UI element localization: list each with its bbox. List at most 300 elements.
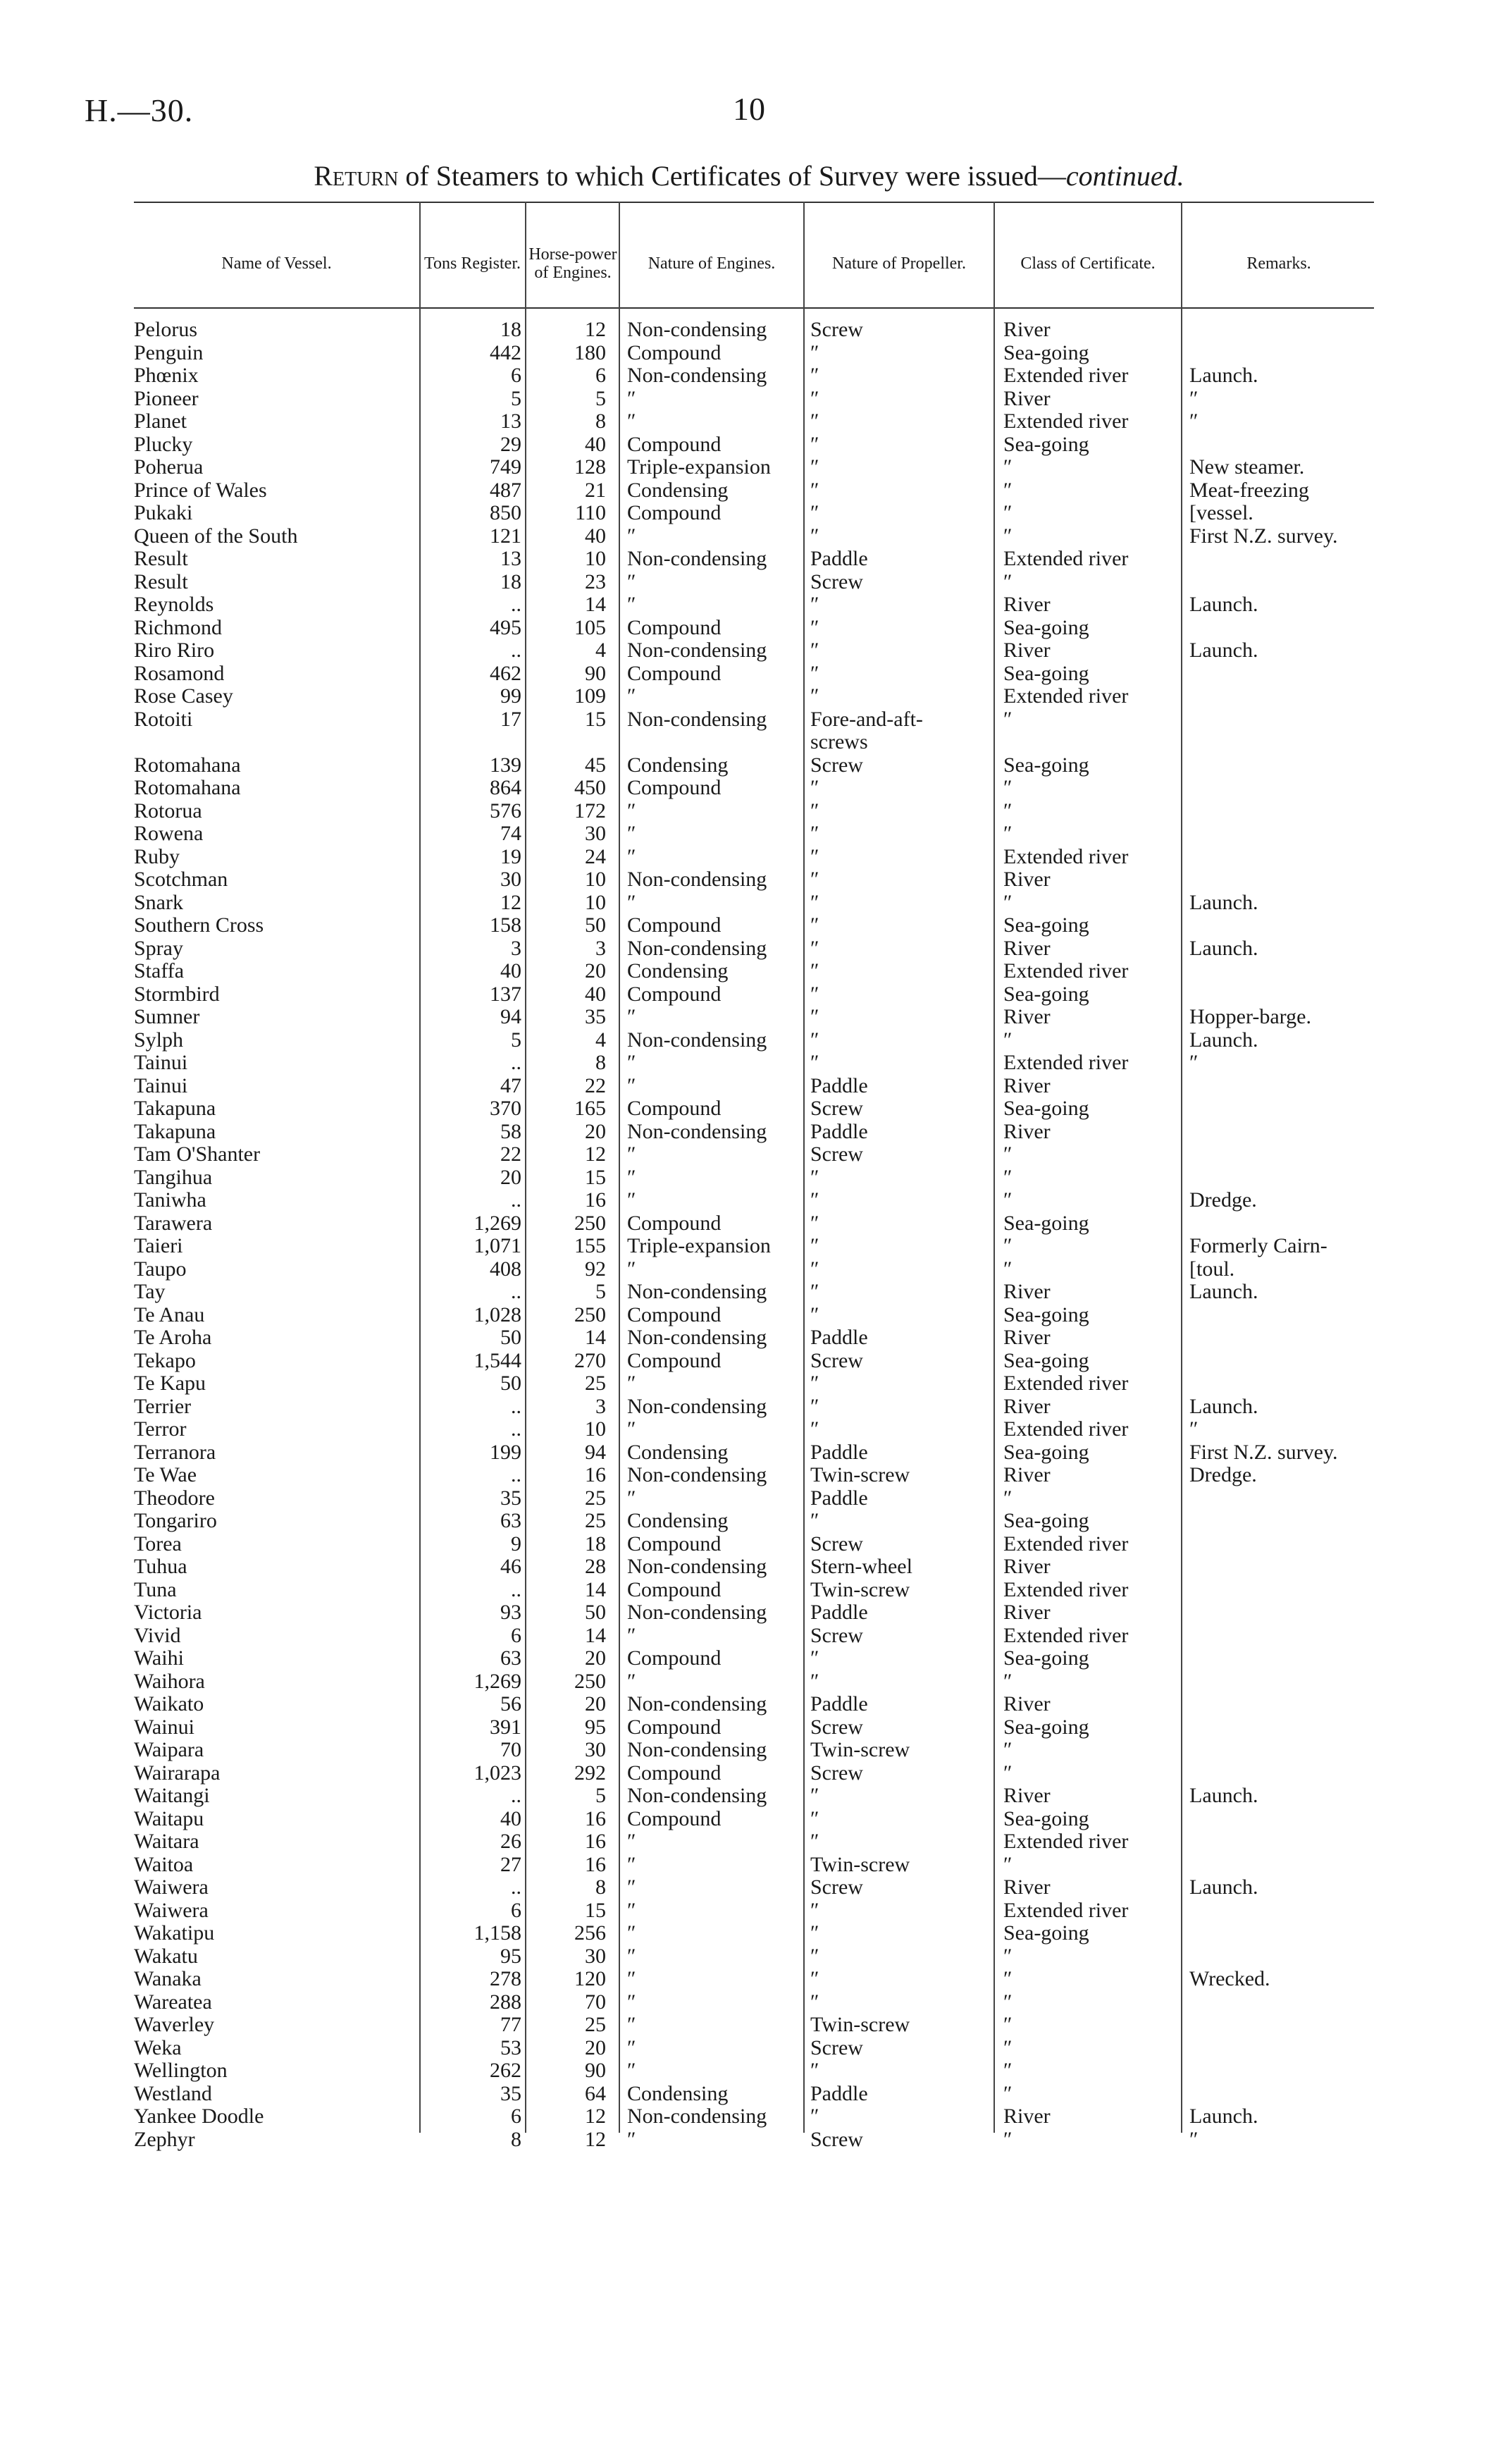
vessel-name: Waitangi xyxy=(134,1784,210,1807)
propeller-type: ″ xyxy=(810,1784,819,1807)
horse-power: 92 xyxy=(585,1257,606,1281)
propeller-type: ″ xyxy=(810,340,819,364)
table-row xyxy=(134,1876,1374,1899)
table-row xyxy=(134,342,1374,365)
horse-power: 5 xyxy=(595,1280,606,1303)
engine-type: Non-condensing xyxy=(627,364,767,387)
table-row xyxy=(134,1396,1374,1419)
certificate-class: ″ xyxy=(1003,822,1013,845)
table-row xyxy=(134,1143,1374,1166)
engine-type: Non-condensing xyxy=(627,868,767,891)
remarks: Launch. xyxy=(1189,1394,1258,1418)
engine-type: ″ xyxy=(627,2127,636,2151)
table-row xyxy=(134,800,1374,823)
header-propeller: Nature of Propeller. xyxy=(832,254,966,273)
engine-type: Non-condensing xyxy=(627,1784,767,1807)
tons-register: 8 xyxy=(511,2127,521,2151)
certificate-class: ″ xyxy=(1003,1852,1013,1876)
vessel-name: Prince of Wales xyxy=(134,478,267,502)
tons-register: 6 xyxy=(511,364,521,387)
table-row xyxy=(134,2105,1374,2129)
engine-type: Compound xyxy=(627,1348,722,1372)
propeller-type: ″ xyxy=(810,2059,819,2082)
engine-type: Non-condensing xyxy=(627,1119,767,1143)
propeller-type: Screw xyxy=(810,318,863,341)
remarks: ″ xyxy=(1189,409,1199,433)
engine-type: ″ xyxy=(627,524,636,548)
tons-register: 850 xyxy=(490,501,521,524)
horse-power: 14 xyxy=(585,593,606,616)
vessel-name: Rotorua xyxy=(134,799,202,823)
engine-type: Triple-expansion xyxy=(627,455,771,479)
table-row xyxy=(134,1739,1374,1762)
engine-type: ″ xyxy=(627,1073,636,1097)
vessel-name: Southern Cross xyxy=(134,913,264,937)
certificate-class: River xyxy=(1003,1784,1051,1807)
vessel-name: Zephyr xyxy=(134,2127,195,2151)
tons-register: 1,028 xyxy=(473,1302,521,1326)
propeller-type: ″ xyxy=(810,409,819,433)
vessel-name: Staffa xyxy=(134,959,185,982)
horse-power: 25 xyxy=(585,1372,606,1395)
horse-power: 4 xyxy=(595,1028,606,1052)
propeller-type: Paddle xyxy=(810,2081,868,2105)
tons-register: 30 xyxy=(500,868,521,891)
engine-type: Triple-expansion xyxy=(627,1234,771,1257)
propeller-type: ″ xyxy=(810,1898,819,1922)
propeller-type: Paddle xyxy=(810,1073,868,1097)
engine-type: ″ xyxy=(627,684,636,708)
table-row xyxy=(134,525,1374,548)
propeller-type: ″ xyxy=(810,1921,819,1945)
table-row xyxy=(134,1304,1374,1327)
propeller-type: ″ xyxy=(810,1005,819,1028)
certificate-class: River xyxy=(1003,1875,1051,1899)
certificate-class: River xyxy=(1003,1280,1051,1303)
tons-register: .. xyxy=(511,1051,521,1074)
vessel-name: Torea xyxy=(134,1532,182,1556)
engine-type: Compound xyxy=(627,615,722,639)
tons-register: 121 xyxy=(490,524,521,548)
certificate-class: Sea-going xyxy=(1003,615,1089,639)
vessel-name: Tongariro xyxy=(134,1509,217,1532)
certificate-class: River xyxy=(1003,1394,1051,1418)
vessel-name: Te Anau xyxy=(134,1302,205,1326)
remarks: Wrecked. xyxy=(1189,1967,1270,1990)
propeller-type: ″ xyxy=(810,1280,819,1303)
propeller-type: ″ xyxy=(810,1211,819,1235)
propeller-type: ″ xyxy=(810,1394,819,1418)
certificate-class: Extended river xyxy=(1003,1532,1129,1556)
propeller-type: ″ xyxy=(810,1990,819,2014)
table-row xyxy=(134,593,1374,617)
remarks: Dredge. xyxy=(1189,1463,1257,1486)
tons-register: 18 xyxy=(500,569,521,593)
certificate-class: River xyxy=(1003,639,1051,662)
vessel-name: Wainui xyxy=(134,1715,194,1739)
certificate-class: River xyxy=(1003,1005,1051,1028)
header-certificate: Class of Certificate. xyxy=(1020,254,1156,273)
remarks: Launch. xyxy=(1189,639,1258,662)
table-row xyxy=(134,2129,1374,2152)
caption-text: of Steamers to which Certificates of Survey were issued— xyxy=(405,160,1066,192)
propeller-type: ″ xyxy=(810,982,819,1006)
vessel-name: Spray xyxy=(134,936,183,960)
engine-type: ″ xyxy=(627,593,636,616)
engine-type: ″ xyxy=(627,2035,636,2059)
table-row xyxy=(134,456,1374,479)
horse-power: 10 xyxy=(585,890,606,914)
horse-power: 3 xyxy=(595,1394,606,1418)
engine-type: Condensing xyxy=(627,753,729,777)
propeller-type: ″ xyxy=(810,615,819,639)
horse-power: 30 xyxy=(585,1738,606,1761)
propeller-type: ″ xyxy=(810,661,819,685)
table-body xyxy=(134,319,1374,2151)
horse-power: 16 xyxy=(585,1463,606,1486)
tons-register: 19 xyxy=(500,844,521,868)
table-top-rule xyxy=(134,202,1374,203)
tons-register: .. xyxy=(511,1875,521,1899)
table-row xyxy=(134,1808,1374,1831)
horse-power: 8 xyxy=(595,1875,606,1899)
propeller-type: Paddle xyxy=(810,1601,868,1624)
engine-type: ″ xyxy=(627,1944,636,1968)
horse-power: 50 xyxy=(585,913,606,937)
remarks: ″ xyxy=(1189,1417,1199,1441)
propeller-type: Screw xyxy=(810,1142,863,1166)
certificate-class: ″ xyxy=(1003,1234,1013,1257)
certificate-class: Extended river xyxy=(1003,1417,1129,1441)
certificate-class: ″ xyxy=(1003,776,1013,799)
engine-type: Non-condensing xyxy=(627,1028,767,1052)
tons-register: 63 xyxy=(500,1509,521,1532)
horse-power: 128 xyxy=(574,455,606,479)
vessel-name: Takapuna xyxy=(134,1119,216,1143)
vessel-name: Riro Riro xyxy=(134,639,215,662)
tons-register: 5 xyxy=(511,386,521,410)
tons-register: .. xyxy=(511,1394,521,1418)
propeller-type: Screw xyxy=(810,753,863,777)
table-row xyxy=(134,1693,1374,1716)
vessel-name: Poherua xyxy=(134,455,204,479)
table-row xyxy=(134,1922,1374,1945)
engine-type: ″ xyxy=(627,1257,636,1281)
certificate-class: ″ xyxy=(1003,1188,1013,1212)
tons-register: .. xyxy=(511,1188,521,1212)
propeller-type: ″ xyxy=(810,799,819,823)
horse-power: 180 xyxy=(574,340,606,364)
propeller-type: Twin-screw xyxy=(810,1463,910,1486)
propeller-type: Screw xyxy=(810,1532,863,1556)
table-row xyxy=(134,1121,1374,1144)
vessel-name: Weka xyxy=(134,2035,182,2059)
engine-type: ″ xyxy=(627,1372,636,1395)
certificate-class: Sea-going xyxy=(1003,661,1089,685)
horse-power: 40 xyxy=(585,432,606,456)
engine-type: Compound xyxy=(627,432,722,456)
vessel-name: Result xyxy=(134,547,188,570)
engine-type: Compound xyxy=(627,1806,722,1830)
certificate-class: ″ xyxy=(1003,2035,1013,2059)
vessel-name: Terranora xyxy=(134,1440,216,1464)
horse-power: 270 xyxy=(574,1348,606,1372)
table-row xyxy=(134,2083,1374,2106)
header-rule xyxy=(134,307,1374,309)
tons-register: 47 xyxy=(500,1073,521,1097)
tons-register: 35 xyxy=(500,2081,521,2105)
vessel-name: Stormbird xyxy=(134,982,220,1006)
propeller-type: Stern-wheel xyxy=(810,1555,912,1578)
vessel-name: Tam O'Shanter xyxy=(134,1142,261,1166)
engine-type: ″ xyxy=(627,1875,636,1899)
horse-power: 20 xyxy=(585,959,606,982)
certificate-class: ″ xyxy=(1003,501,1013,524)
table-row xyxy=(134,1762,1374,1785)
remarks: ″ xyxy=(1189,1051,1199,1074)
engine-type: ″ xyxy=(627,1623,636,1647)
horse-power: 23 xyxy=(585,569,606,593)
vessel-name: Waitara xyxy=(134,1830,199,1853)
propeller-type: ″ xyxy=(810,455,819,479)
table-row xyxy=(134,1556,1374,1579)
horse-power: 90 xyxy=(585,661,606,685)
horse-power: 155 xyxy=(574,1234,606,1257)
tons-register: 50 xyxy=(500,1372,521,1395)
propeller-type: ″ xyxy=(810,478,819,502)
table-row xyxy=(134,1487,1374,1510)
certificate-class: Extended river xyxy=(1003,1051,1129,1074)
certificate-class: ″ xyxy=(1003,1165,1013,1189)
propeller-type: ″ xyxy=(810,1257,819,1281)
vessel-name: Wakatipu xyxy=(134,1921,215,1945)
vessel-name: Taieri xyxy=(134,1234,183,1257)
horse-power: 105 xyxy=(574,615,606,639)
table-row xyxy=(134,388,1374,411)
certificate-class: Sea-going xyxy=(1003,913,1089,937)
propeller-type: ″ xyxy=(810,936,819,960)
tons-register: 22 xyxy=(500,1142,521,1166)
table-row xyxy=(134,1326,1374,1350)
engine-type: ″ xyxy=(627,1921,636,1945)
table-row xyxy=(134,1945,1374,1969)
horse-power: 16 xyxy=(585,1806,606,1830)
table-row xyxy=(134,1235,1374,1258)
horse-power: 450 xyxy=(574,776,606,799)
certificate-class: Extended river xyxy=(1003,547,1129,570)
tons-register: 99 xyxy=(500,684,521,708)
vessel-name: Tangihua xyxy=(134,1165,213,1189)
table-row xyxy=(134,1166,1374,1190)
tons-register: 93 xyxy=(500,1601,521,1624)
vessel-name: Richmond xyxy=(134,615,222,639)
certificate-class: River xyxy=(1003,593,1051,616)
certificate-class: Extended river xyxy=(1003,959,1129,982)
vessel-name: Rowena xyxy=(134,822,204,845)
horse-power: 25 xyxy=(585,1486,606,1510)
engine-type: Compound xyxy=(627,661,722,685)
horse-power: 16 xyxy=(585,1188,606,1212)
horse-power: 14 xyxy=(585,1577,606,1601)
tons-register: 1,071 xyxy=(473,1234,521,1257)
vessel-name: Scotchman xyxy=(134,868,228,891)
tons-register: .. xyxy=(511,593,521,616)
horse-power: 250 xyxy=(574,1302,606,1326)
engine-type: Condensing xyxy=(627,959,729,982)
certificate-class: ″ xyxy=(1003,1967,1013,1990)
vessel-name: Waitoa xyxy=(134,1852,194,1876)
propeller-type: Fore-and-aft- xyxy=(810,707,923,731)
table-row xyxy=(134,548,1374,571)
certificate-class: ″ xyxy=(1003,2013,1013,2036)
propeller-type: Screw xyxy=(810,1761,863,1785)
tons-register: .. xyxy=(511,1280,521,1303)
engine-type: Non-condensing xyxy=(627,639,767,662)
engine-type: Non-condensing xyxy=(627,1692,767,1715)
propeller-type: ″ xyxy=(810,868,819,891)
engine-type: Compound xyxy=(627,1302,722,1326)
horse-power: 10 xyxy=(585,547,606,570)
tons-register: 35 xyxy=(500,1486,521,1510)
engine-type: ″ xyxy=(627,569,636,593)
table-row xyxy=(134,1189,1374,1212)
horse-power: 16 xyxy=(585,1852,606,1876)
table-row xyxy=(134,846,1374,869)
horse-power: 45 xyxy=(585,753,606,777)
tons-register: 1,269 xyxy=(473,1211,521,1235)
propeller-type: ″ xyxy=(810,593,819,616)
table-row xyxy=(134,1968,1374,1991)
certificate-class: River xyxy=(1003,868,1051,891)
vessel-name: Snark xyxy=(134,890,183,914)
engine-type: Compound xyxy=(627,776,722,799)
tons-register: 139 xyxy=(490,753,521,777)
propeller-type: ″ xyxy=(810,2105,819,2128)
tons-register: 50 xyxy=(500,1326,521,1349)
propeller-type: ″ xyxy=(810,1646,819,1670)
tons-register: 1,544 xyxy=(473,1348,521,1372)
horse-power: 20 xyxy=(585,1692,606,1715)
certificate-class: River xyxy=(1003,1692,1051,1715)
table-row xyxy=(134,1464,1374,1487)
vessel-name: Wareatea xyxy=(134,1990,212,2014)
certificate-class: Sea-going xyxy=(1003,1348,1089,1372)
remarks: ″ xyxy=(1189,386,1199,410)
horse-power: 292 xyxy=(574,1761,606,1785)
vessel-name: Waikato xyxy=(134,1692,204,1715)
certificate-class: ″ xyxy=(1003,890,1013,914)
table-caption xyxy=(0,159,1498,192)
propeller-type: ″ xyxy=(810,501,819,524)
tons-register: 58 xyxy=(500,1119,521,1143)
tons-register: 749 xyxy=(490,455,521,479)
table-row xyxy=(134,663,1374,686)
propeller-type: ″ xyxy=(810,432,819,456)
engine-type: Non-condensing xyxy=(627,318,767,341)
engine-type: Condensing xyxy=(627,478,729,502)
table-row xyxy=(134,319,1374,342)
certificate-class: River xyxy=(1003,936,1051,960)
certificate-class: ″ xyxy=(1003,1142,1013,1166)
remarks: [toul. xyxy=(1189,1257,1235,1281)
tons-register: 70 xyxy=(500,1738,521,1761)
engine-type: Non-condensing xyxy=(627,1555,767,1578)
horse-power: 109 xyxy=(574,684,606,708)
vessel-name: Queen of the South xyxy=(134,524,298,548)
engine-type: Non-condensing xyxy=(627,2105,767,2128)
vessel-name: Phœnix xyxy=(134,364,199,387)
horse-power: 14 xyxy=(585,1623,606,1647)
vessel-name: Tuhua xyxy=(134,1555,187,1578)
tons-register: .. xyxy=(511,1784,521,1807)
certificate-class: ″ xyxy=(1003,478,1013,502)
tons-register: 13 xyxy=(500,409,521,433)
table-row xyxy=(134,1441,1374,1465)
table-row xyxy=(134,1601,1374,1625)
engine-type: ″ xyxy=(627,409,636,433)
tons-register: 74 xyxy=(500,822,521,845)
vessel-name: Waihi xyxy=(134,1646,184,1670)
table-row xyxy=(134,1991,1374,2014)
propeller-type: Paddle xyxy=(810,1692,868,1715)
table-row xyxy=(134,617,1374,640)
vessel-name: Reynolds xyxy=(134,593,214,616)
propeller-type: Paddle xyxy=(810,1440,868,1464)
certificate-class: ″ xyxy=(1003,524,1013,548)
remarks: First N.Z. survey. xyxy=(1189,1440,1338,1464)
propeller-type: ″ xyxy=(810,890,819,914)
horse-power: 8 xyxy=(595,1051,606,1074)
tons-register: 56 xyxy=(500,1692,521,1715)
propeller-type: Paddle xyxy=(810,547,868,570)
horse-power: 165 xyxy=(574,1097,606,1120)
table-row xyxy=(134,433,1374,457)
table-row xyxy=(134,479,1374,503)
table-row xyxy=(134,1075,1374,1098)
certificate-class: River xyxy=(1003,318,1051,341)
horse-power: 35 xyxy=(585,1005,606,1028)
tons-register: 864 xyxy=(490,776,521,799)
horse-power: 40 xyxy=(585,524,606,548)
tons-register: 13 xyxy=(500,547,521,570)
tons-register: 94 xyxy=(500,1005,521,1028)
certificate-class: Extended river xyxy=(1003,1372,1129,1395)
certificate-class: River xyxy=(1003,1326,1051,1349)
vessel-name: Ruby xyxy=(134,844,180,868)
header-horse-power: Horse-power of Engines. xyxy=(528,245,617,282)
engine-type: Compound xyxy=(627,1761,722,1785)
certificate-class: Extended river xyxy=(1003,1830,1129,1853)
certificate-class: ″ xyxy=(1003,707,1013,731)
certificate-class: Extended river xyxy=(1003,844,1129,868)
propeller-type: screws xyxy=(810,730,868,753)
tons-register: 370 xyxy=(490,1097,521,1120)
vessel-name: Yankee Doodle xyxy=(134,2105,264,2128)
propeller-type: Screw xyxy=(810,1623,863,1647)
horse-power: 22 xyxy=(585,1073,606,1097)
remarks: First N.Z. survey. xyxy=(1189,524,1338,548)
table-row xyxy=(134,410,1374,433)
remarks: Formerly Cairn- xyxy=(1189,1234,1327,1257)
table-row xyxy=(134,502,1374,525)
tons-register: 462 xyxy=(490,661,521,685)
engine-type: Compound xyxy=(627,1577,722,1601)
propeller-type: ″ xyxy=(810,776,819,799)
certificate-class: ″ xyxy=(1003,799,1013,823)
remarks: Dredge. xyxy=(1189,1188,1257,1212)
table-row xyxy=(134,1670,1374,1694)
tons-register: 12 xyxy=(500,890,521,914)
